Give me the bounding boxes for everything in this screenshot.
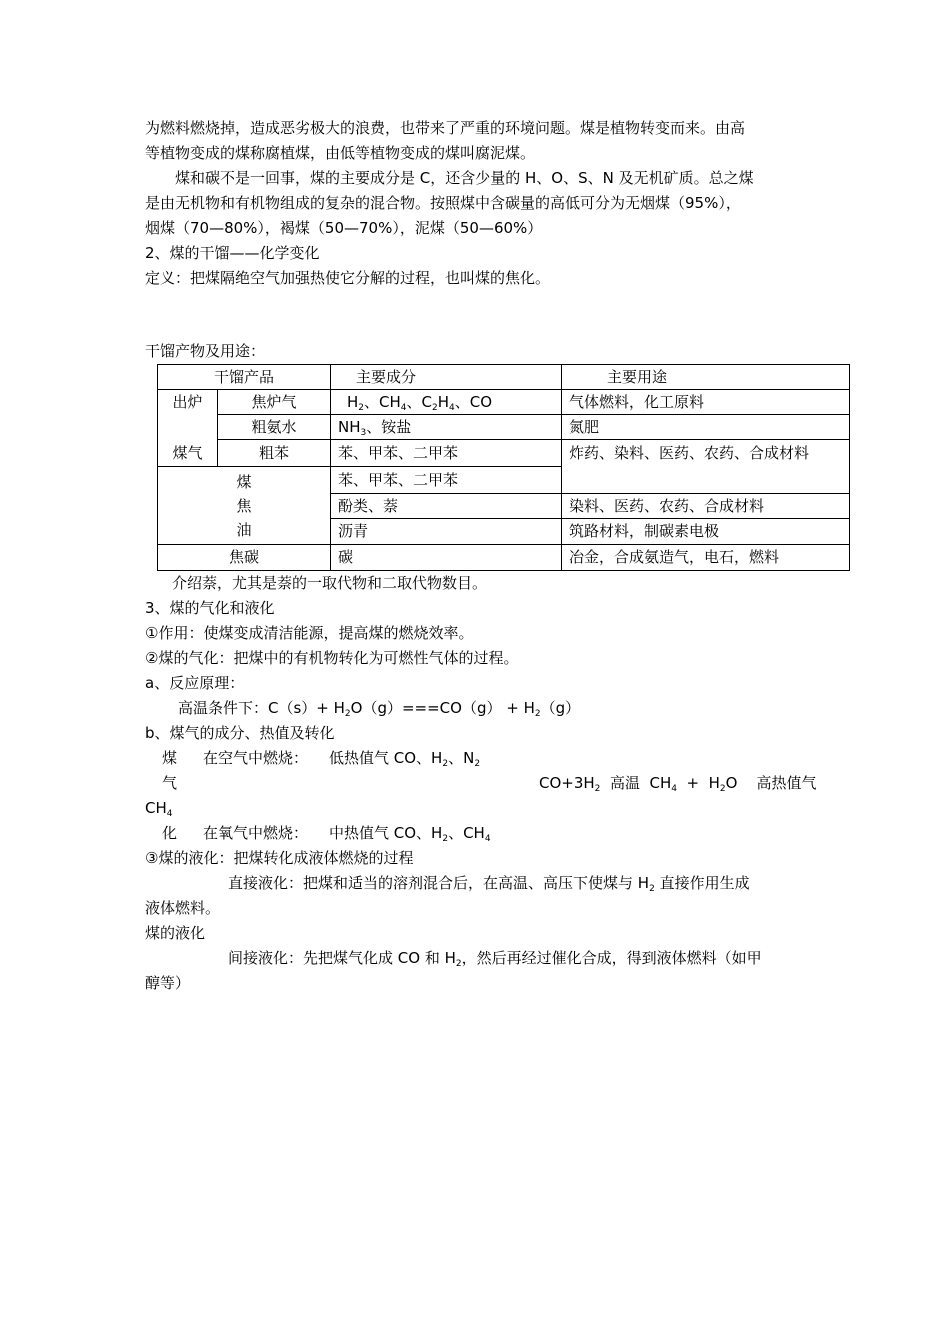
- section2-definition: 定义：把煤隔绝空气加强热使它分解的过程，也叫煤的焦化。: [145, 269, 551, 287]
- component-cell: 酚类、萘: [331, 493, 562, 518]
- use-cell: 氮肥: [562, 415, 850, 440]
- air-combustion-label: 在空气中燃烧：: [203, 749, 309, 767]
- low-heat-gas: 低热值气 CO、$H_2$、$N_2$: [329, 749, 481, 769]
- mid-heat-gas: 中热值气 CO、$H_2$、$CH_4$: [329, 824, 491, 844]
- use-cell: 染料、医药、农药、合成材料: [562, 493, 850, 518]
- para2-line3: 烟煤（70—80%），褐煤（50—70%），泥煤（50—60%）: [145, 219, 543, 237]
- high-heat-gas-ch4: $CH_4$: [145, 799, 173, 819]
- para1-line1: 为燃料燃烧掉，造成恶劣极大的浪费，也带来了严重的环境问题。煤是植物转变而来。由高: [145, 119, 746, 137]
- naphthalene-note: 介绍萘，尤其是萘的一取代物和二取代物数目。: [172, 574, 488, 592]
- component-cell: 碳: [331, 544, 562, 570]
- use-cell: 炸药、染料、医药、农药、合成材料: [562, 440, 850, 493]
- item-liquefaction: ③煤的液化：把煤转化成液体燃烧的过程: [145, 849, 414, 867]
- use-cell: 气体燃料，化工原料: [562, 390, 850, 415]
- reaction-principle-label: a、反应原理：: [145, 674, 245, 692]
- component-cell: $NH_3$、铵盐: [331, 415, 562, 440]
- product-name: 焦炉气: [218, 390, 331, 415]
- group-coal-tar: [158, 467, 331, 544]
- table-row: [158, 390, 850, 415]
- component-cell: 沥青: [331, 518, 562, 544]
- gas-side-char: 化: [162, 824, 178, 842]
- distillation-products-table: [157, 364, 850, 571]
- gas-composition-label: b、煤气的成分、热值及转化: [145, 724, 335, 742]
- table-row: [158, 544, 850, 570]
- header-component: 主要成分: [331, 365, 562, 390]
- group-gas-char: 煤气: [172, 444, 203, 463]
- group-gas-char: 出炉: [172, 393, 203, 412]
- component-cell: 苯、甲苯、二甲苯: [331, 440, 562, 467]
- gas-side-char: 气: [162, 774, 178, 792]
- product-name: 焦碳: [158, 544, 331, 570]
- group-tar-char: 油: [236, 520, 252, 539]
- table-row: [158, 415, 850, 440]
- item-purpose: ①作用：使煤变成清洁能源，提高煤的燃烧效率。: [145, 624, 474, 642]
- component-cell: $H_2$、$CH_4$、$C_2H_4$、CO: [331, 390, 562, 415]
- component-cell: 苯、甲苯、二甲苯: [331, 467, 562, 493]
- direct-liquefaction: 直接液化：把煤和适当的溶剂混合后，在高温、高压下使煤与 $H_2$ 直接作用生成: [228, 874, 750, 894]
- group-tar-char: 焦: [236, 496, 252, 515]
- oxygen-combustion-label: 在氧气中燃烧：: [203, 824, 309, 842]
- group-tar-char: 煤: [236, 472, 252, 491]
- section2-heading: 2、煤的干馏——化学变化: [145, 244, 320, 262]
- table-header-row: [158, 365, 850, 390]
- product-name: 粗氨水: [218, 415, 331, 440]
- group-furnace-gas: [158, 390, 218, 467]
- products-title: 干馏产物及用途：: [145, 342, 266, 360]
- gas-side-char: 煤: [162, 749, 178, 767]
- table-row: [158, 440, 850, 467]
- product-name: 粗苯: [218, 440, 331, 467]
- indirect-liquefaction: 间接液化：先把煤气化成 CO 和 $H_2$，然后再经过催化合成，得到液体燃料（如甲: [228, 949, 762, 969]
- header-product: 干馏产品: [158, 365, 331, 390]
- liquefaction-label: 煤的液化: [145, 924, 206, 942]
- header-use: 主要用途: [562, 365, 850, 390]
- indirect-liquefaction-line2: 醇等）: [145, 974, 191, 992]
- use-cell: 筑路材料，制碳素电极: [562, 518, 850, 544]
- para2-line2: 是由无机物和有机物组成的复杂的混合物。按照煤中含碳量的高低可分为无烟煤（95%），: [145, 194, 741, 212]
- para1-line2: 等植物变成的煤称腐植煤，由低等植物变成的煤叫腐泥煤。: [145, 144, 536, 162]
- para2-line1: 煤和碳不是一回事，煤的主要成分是 C，还含少量的 H、O、S、N 及无机矿质。总之煤: [175, 169, 754, 187]
- section3-heading: 3、煤的气化和液化: [145, 599, 275, 617]
- item-gasification: ②煤的气化：把煤中的有机物转化为可燃性气体的过程。: [145, 649, 519, 667]
- methanation-reaction: $CO+3H_2$ 高温 $CH_4 + H_2O$ 高热值气: [539, 774, 817, 794]
- use-cell: 冶金，合成氨造气，电石，燃料: [562, 544, 850, 570]
- reaction-equation: 高温条件下：$C(s)+ H_2O(g)===CO(g) + H_2(g)$: [178, 699, 581, 719]
- direct-liquefaction-line2: 液体燃料。: [145, 899, 221, 917]
